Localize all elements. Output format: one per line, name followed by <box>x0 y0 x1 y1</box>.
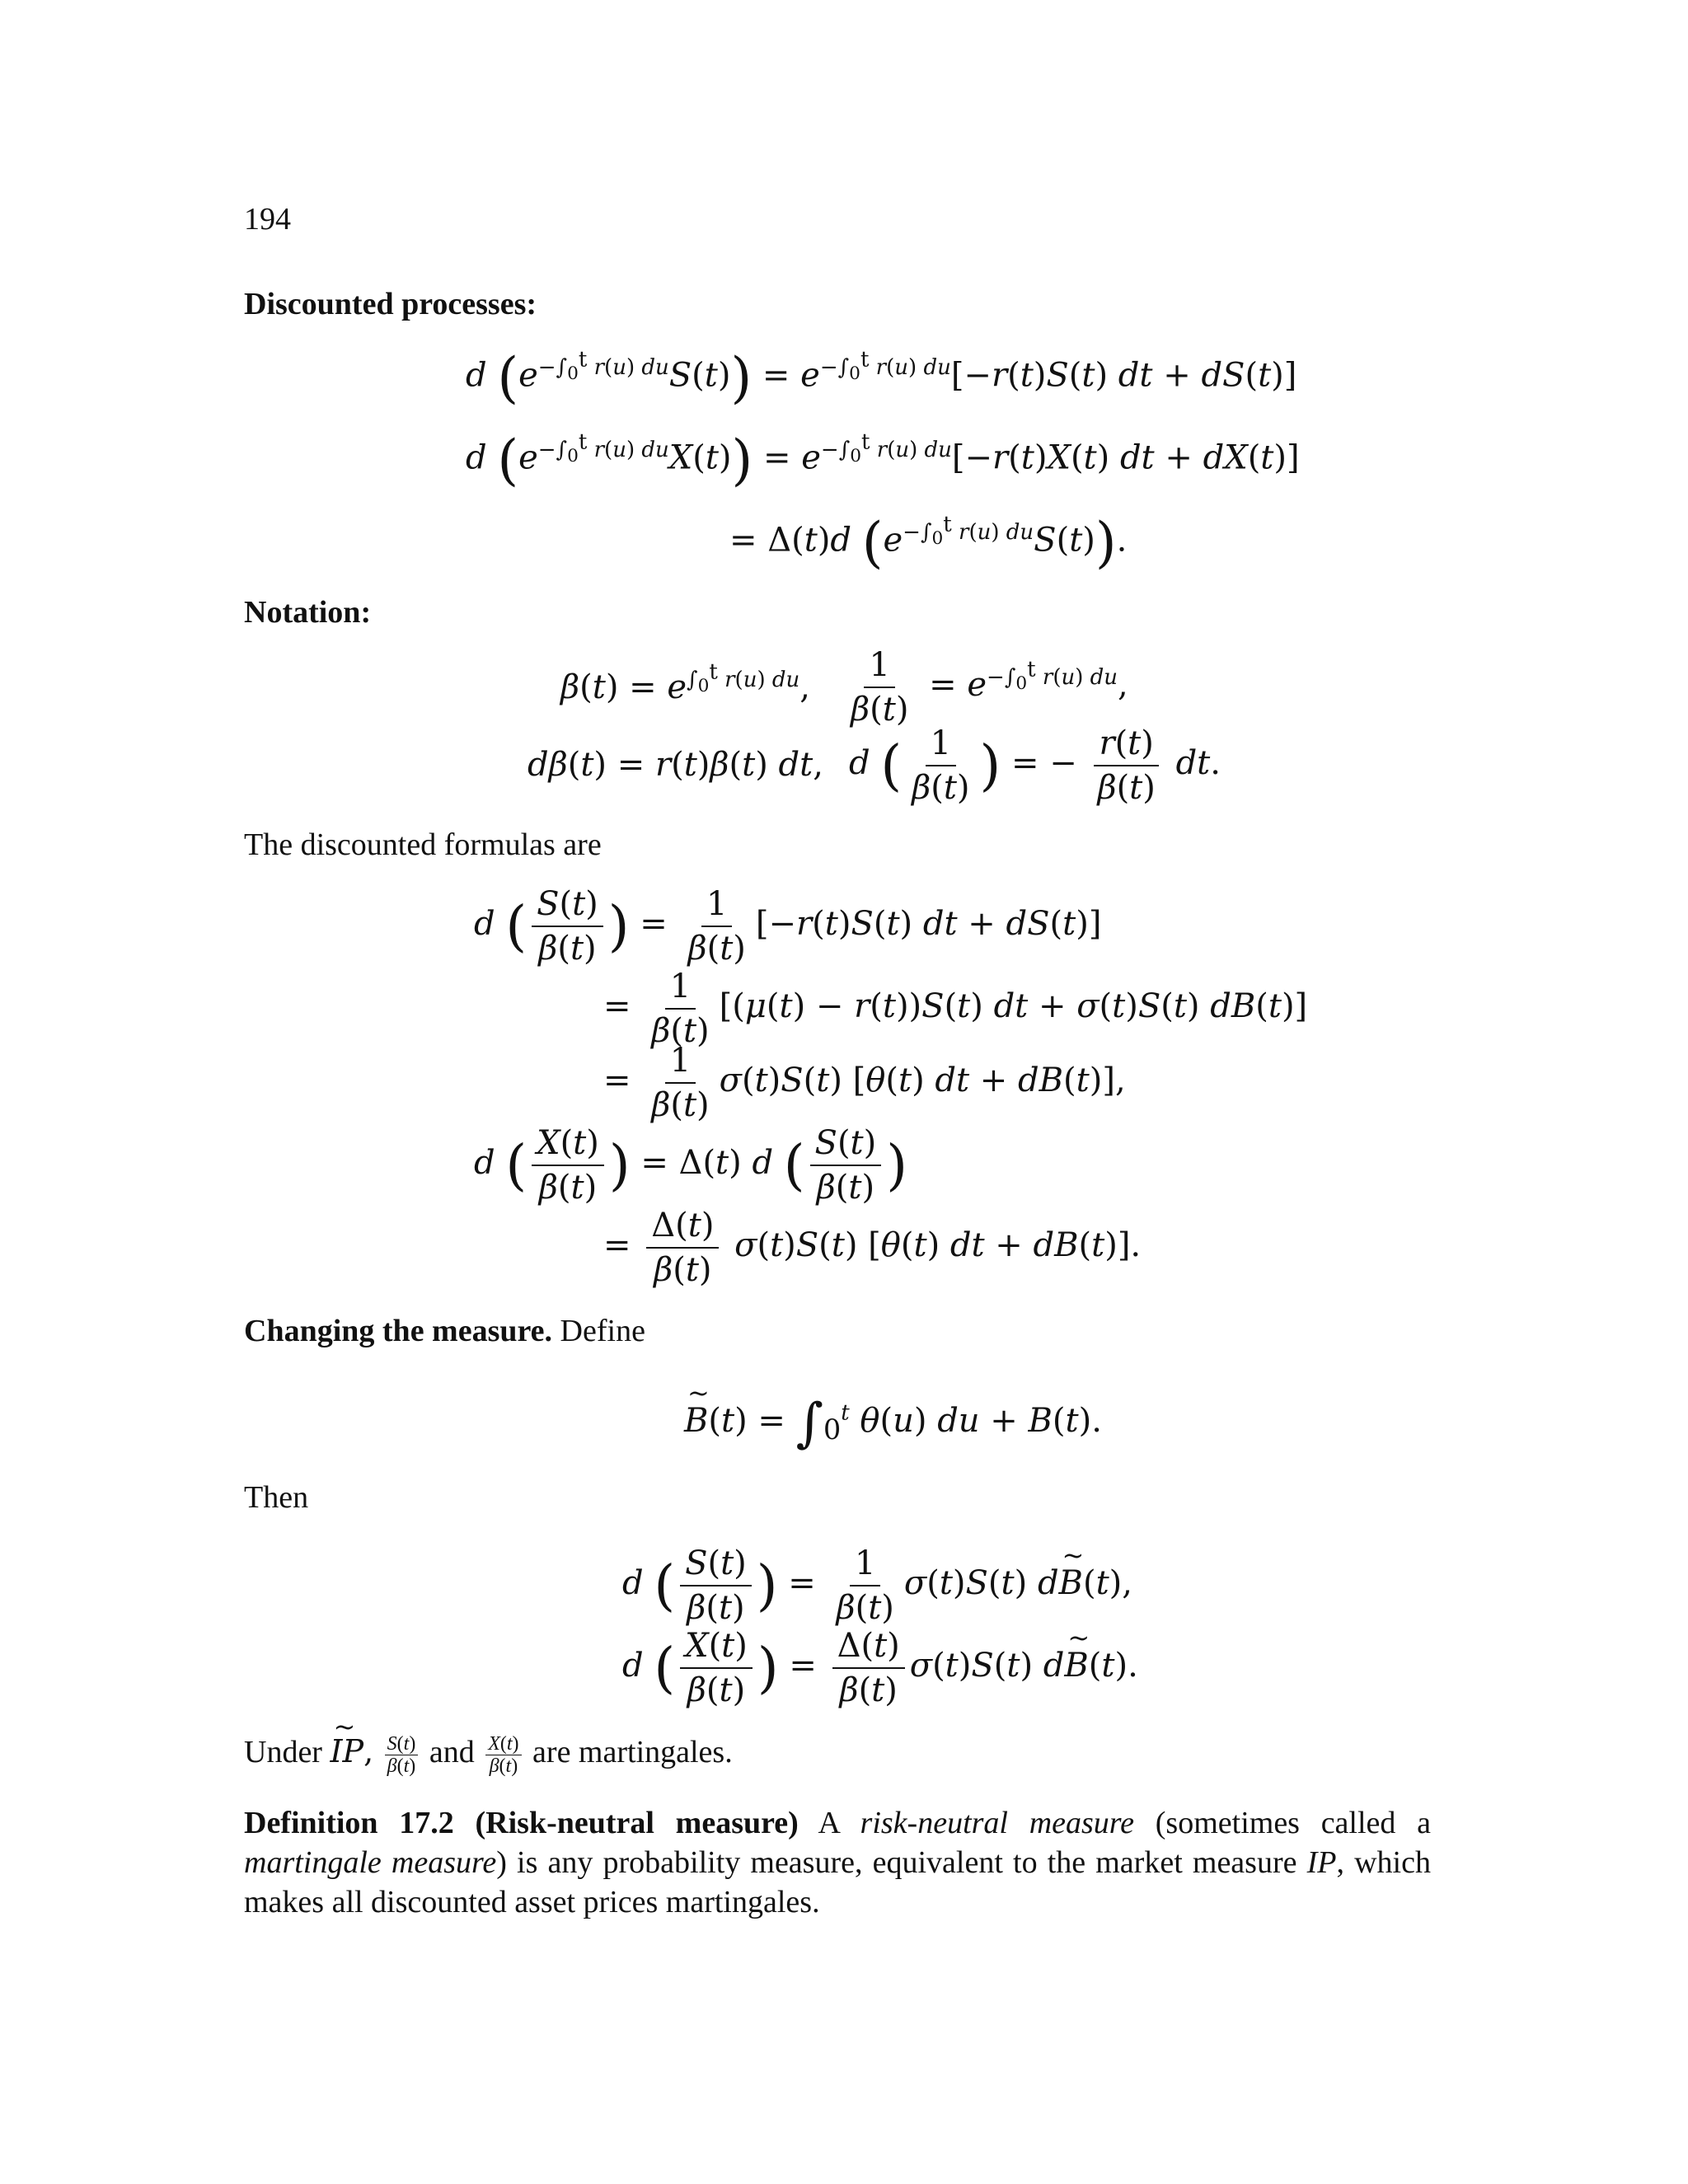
equation-dbeta: dβ(t) = r(t)β(t) dt, <box>528 746 823 784</box>
term-risk-neutral-measure: risk-neutral measure <box>860 1806 1135 1840</box>
definition-label: Definition 17.2 (Risk-neutral measure) <box>244 1806 799 1840</box>
equation-inverse-beta: $\frac{1}{\beta(t)}$ = $e^{-\int_0^t r(u) du}$, <box>851 646 1128 729</box>
equation-d-discounted-wealth-1: d ( $\frac{X(t)}{\beta(t)}$ ) = Δ(t) d ( $\frac{S(t)}{\beta(t)}$ ) <box>474 1124 907 1207</box>
text-and: and <box>421 1735 483 1769</box>
definition-text-4: , which makes all discounted asset prices martingales. <box>244 1845 1431 1919</box>
p-symbol: IP <box>1306 1845 1337 1880</box>
text-under: Under <box>244 1735 331 1769</box>
text-discounted-formulas: The discounted formulas are <box>244 827 602 862</box>
definition-risk-neutral-measure <box>244 1803 1431 1922</box>
equation-d-inverse-beta: d ( $\frac{1}{\beta(t)}$ ) = − $\frac{r(t)}{\beta(t)}$ dt. <box>849 724 1221 807</box>
equation-discounted-wealth: d $(e^{-\int_0^t r(u) du}X(t)) = e^{-\int_0^t r(u) du}[-r(t)X(t)$ dt + dX(t)] <box>466 429 1300 492</box>
heading-discounted-processes: Discounted processes: <box>244 287 537 321</box>
text-are-martingales: are martingales. <box>524 1735 733 1769</box>
text-define: Define <box>552 1314 645 1348</box>
text-then: Then <box>244 1480 309 1515</box>
equation-beta-definition: $\beta(t) = e^{\int_0^t r(u) du}$, <box>560 659 810 706</box>
heading-changing-measure: Changing the measure. <box>244 1314 553 1348</box>
p-tilde-symbol: ~ IP, <box>330 1733 373 1769</box>
equation-d-discounted-stock-tilde: d ( $\frac{S(t)}{\beta(t)}$ ) = $\frac{1}{\beta(t)}$ σ(t)S(t) d~ B(t), <box>622 1545 1132 1626</box>
equation-d-discounted-stock-2: = $\frac{1}{\beta(t)}$ [(μ(t) − r(t))S(t) dt + σ(t)S(t) dB(t)] <box>603 968 1308 1050</box>
equation-discounted-stock: d $(e^{-\int_0^t r(u) du}S(t)) = e^{-\int_0^t r(u) du}[-r(t)S(t)$ dt + dS(t)] <box>466 346 1297 410</box>
definition-text-2: (sometimes called a <box>1134 1806 1432 1840</box>
fraction-x-over-beta: $\frac{X(t)}{\beta(t)}$ <box>485 1733 521 1777</box>
equation-d-discounted-wealth-2: = $\frac{\Delta(t)}{\beta(t)}$ σ(t)S(t) [θ(t) dt + dB(t)]. <box>603 1207 1142 1289</box>
fraction-s-over-beta: $\frac{S(t)}{\beta(t)}$ <box>385 1733 419 1777</box>
equation-discounted-wealth-delta: = Δ(t)d $(e^{-\int_0^t r(u) du}S(t))$. <box>729 511 1128 574</box>
definition-text-3: ) is any probability measure, equivalent to the market measure <box>496 1845 1307 1880</box>
paragraph-under-p-tilde <box>244 1732 733 1777</box>
equation-d-discounted-wealth-tilde: d ( $\frac{X(t)}{\beta(t)}$ ) = $\frac{\Delta(t)}{\beta(t)}$ σ(t)S(t) d~ B(t). <box>622 1628 1138 1708</box>
page-number: 194 <box>244 202 291 237</box>
heading-notation: Notation: <box>244 595 372 630</box>
equation-b-tilde: ~ $B(t) = \int_0^t$ θ(u) du + B(t). <box>684 1393 1102 1454</box>
term-martingale-measure: martingale measure <box>244 1845 497 1880</box>
paragraph-changing-measure <box>244 1312 645 1350</box>
equation-d-discounted-stock-3: = $\frac{1}{\beta(t)}$ σ(t)S(t) [θ(t) dt + dB(t)], <box>603 1042 1126 1124</box>
definition-text-1: A <box>798 1806 860 1840</box>
equation-d-discounted-stock-1: d ( $\frac{S(t)}{\beta(t)}$ ) = $\frac{1}{\beta(t)}$ [−r(t)S(t) dt + dS(t)] <box>474 885 1102 968</box>
